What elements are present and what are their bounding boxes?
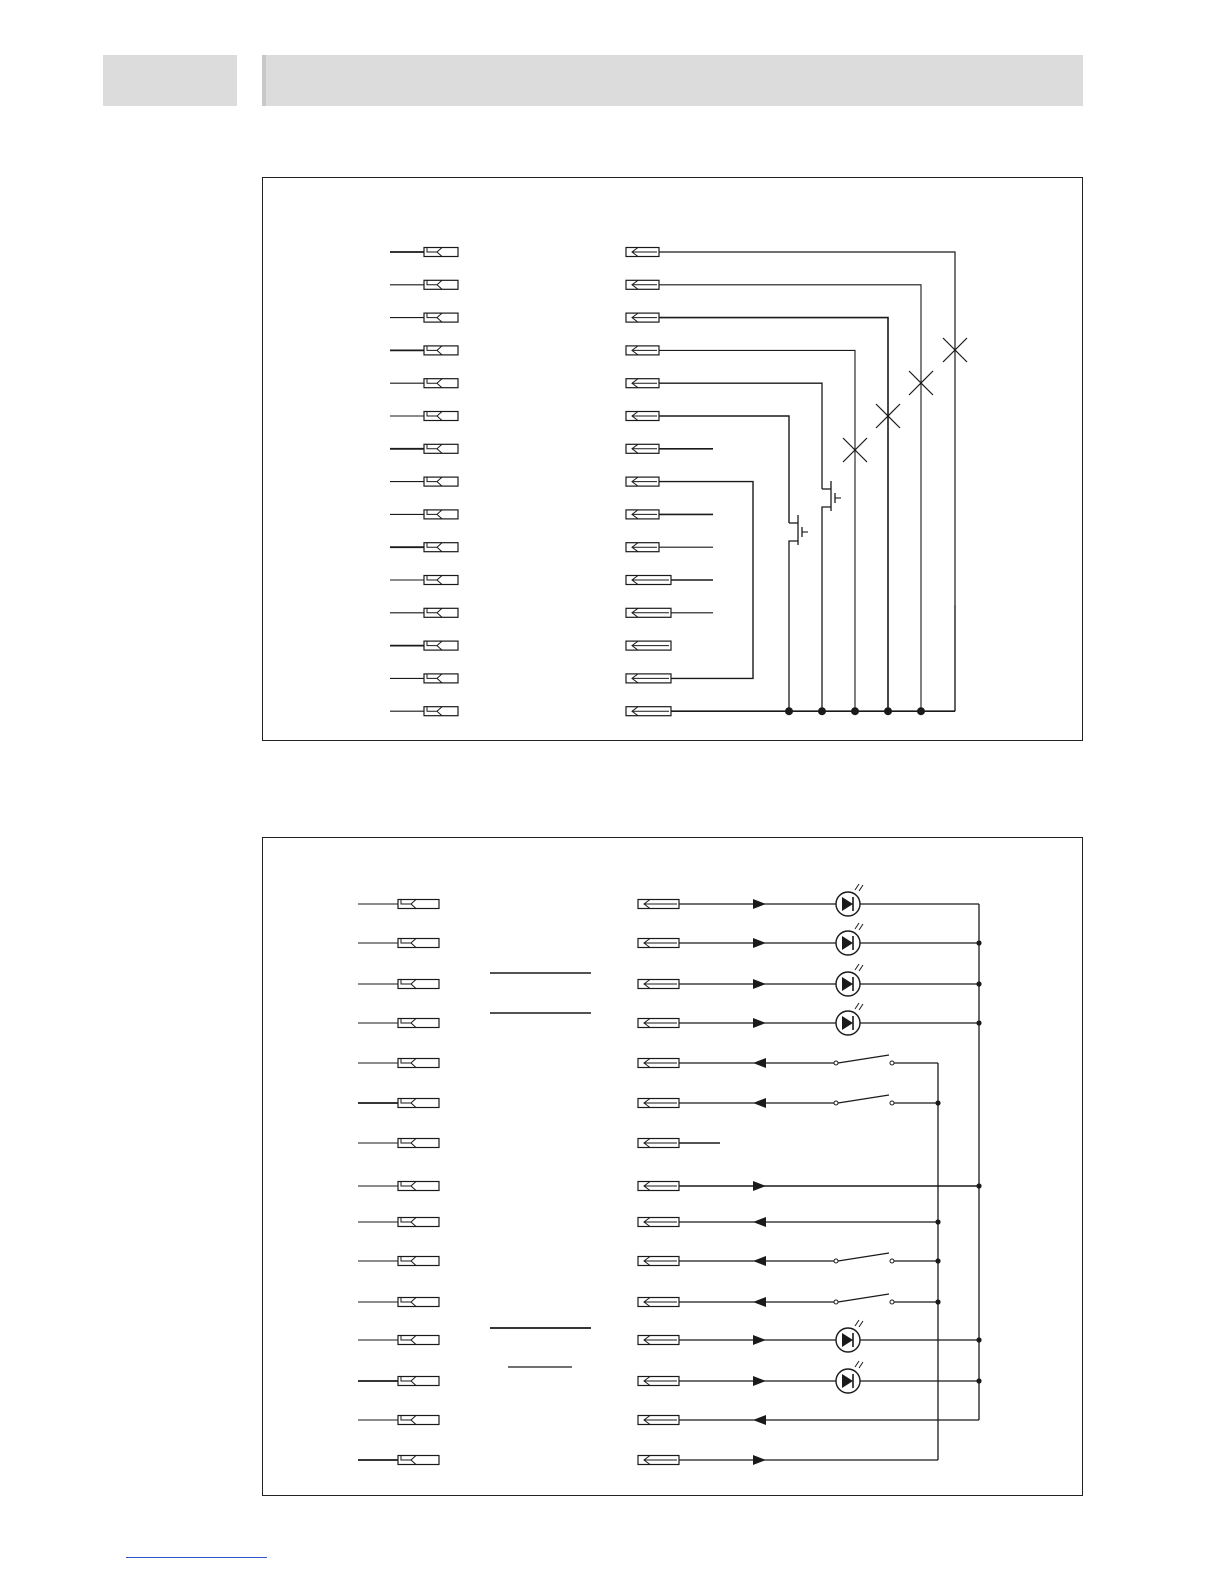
switch-row-11-pivot — [834, 1300, 838, 1304]
arrow-row-15 — [753, 1455, 766, 1465]
arrow-row-8 — [753, 1181, 766, 1191]
arrow-row-5 — [753, 1058, 766, 1068]
switch-row-5-pivot — [890, 1061, 894, 1065]
arrow-row-9 — [753, 1217, 766, 1227]
led-row-4-ray — [859, 1004, 863, 1010]
wiring-diagram-bottom — [262, 837, 1083, 1496]
led-row-12-ray — [855, 1320, 859, 1326]
header-title-bar — [262, 55, 1083, 106]
arrow-row-3 — [753, 979, 766, 989]
switch-row-6-blade — [838, 1095, 889, 1103]
arrow-row-14 — [753, 1415, 766, 1425]
switch-row-6-pivot — [834, 1101, 838, 1105]
switch-row-11-blade — [838, 1294, 889, 1302]
led-row-2-ray — [859, 924, 863, 930]
wire-loop-2 — [659, 285, 921, 711]
wiring-diagram-top — [262, 177, 1083, 741]
arrow-row-11 — [753, 1297, 766, 1307]
arrow-row-13 — [753, 1376, 766, 1386]
contact-b-wire — [659, 416, 789, 523]
arrow-row-4 — [753, 1018, 766, 1028]
wiring-diagram-bottom-canvas — [263, 838, 1082, 1495]
switch-row-5-pivot — [834, 1061, 838, 1065]
footer-link-underline[interactable] — [126, 1557, 267, 1558]
switch-row-10-blade — [838, 1253, 889, 1261]
wire-loop-4 — [659, 350, 855, 711]
led-row-13-ray — [859, 1362, 863, 1368]
led-row-13-ray — [855, 1361, 859, 1367]
switch-row-11-pivot — [890, 1300, 894, 1304]
led-row-1-ray — [855, 884, 859, 890]
led-row-12-ray — [859, 1321, 863, 1327]
arrow-row-6 — [753, 1098, 766, 1108]
switch-row-6-pivot — [890, 1101, 894, 1105]
junction-dot-4 — [884, 707, 892, 715]
led-row-3-ray — [859, 965, 863, 971]
arrow-row-2 — [753, 938, 766, 948]
junction-dot-2 — [818, 707, 826, 715]
arrow-row-12 — [753, 1335, 766, 1345]
led-row-1-ray — [859, 885, 863, 891]
wiring-diagram-top-canvas — [263, 178, 1082, 740]
junction-dot-5 — [917, 707, 925, 715]
contact-a-wire — [822, 507, 831, 711]
junction-dot-3 — [851, 707, 859, 715]
arrow-row-10 — [753, 1256, 766, 1266]
led-row-2-ray — [855, 923, 859, 929]
arrow-row-1 — [753, 899, 766, 909]
led-row-3-ray — [855, 964, 859, 970]
led-row-4-ray — [855, 1003, 859, 1009]
contact-a-wire — [659, 383, 822, 489]
header-tab-block — [103, 55, 237, 106]
switch-row-10-pivot — [890, 1259, 894, 1263]
switch-row-10-pivot — [834, 1259, 838, 1263]
junction-dot-1 — [785, 707, 793, 715]
switch-row-5-blade — [838, 1055, 889, 1063]
contact-b-wire — [789, 541, 798, 711]
